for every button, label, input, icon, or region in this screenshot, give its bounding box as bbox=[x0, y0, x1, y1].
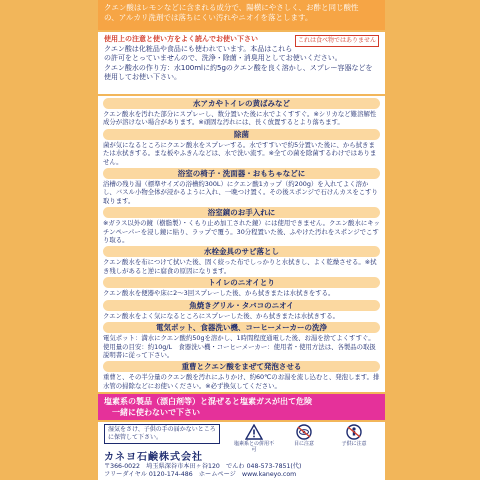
child-icon bbox=[345, 424, 363, 440]
company-address: 〒366-0022 埼玉県深谷市本田ヶ谷120 でんわ 048-573-7851(代) bbox=[104, 462, 302, 470]
icon-label: 目に注意 bbox=[293, 441, 314, 447]
section-text: クエン酸水を布につけて拭いた後、固く絞った布でしっかりと水拭きし、よく乾燥させる。※拭き残しがあると逆に腐食の原因になります。 bbox=[103, 258, 377, 275]
section-text: 電気ポット：満水にクエン酸約50gを溶かし、1時間程度通電した後、お湯を捨てよくすすぐ。使用量の目安：約10g/L 食器洗い機・コーヒーメーカー：使用者・使用方法は、各製品の取扱説明書に従って下さい。 bbox=[103, 334, 376, 359]
storage-note: 湿気をさけ、子供の手の届かないところに保管して下さい。 bbox=[104, 424, 220, 444]
section bbox=[103, 300, 380, 320]
danger-line-2: 一緒に使わないで下さい bbox=[104, 408, 200, 417]
section-text: 重曹と、その半分量のクエン酸を汚れにふりかけ、約60℃のお湯を流し込むと、発泡します。排水管の掃除などにお使いください。※必ず換気してください。 bbox=[103, 373, 380, 390]
section-text: 浴槽の残り湯（標準サイズの浴槽約300L）にクエン酸1カップ（約200g）を入れてよく溶かし、バスル小物全体が浸かるように入れ、一晩つけ置く。その後スポンジで石けんカスをこすり取ります。 bbox=[103, 180, 378, 205]
section bbox=[103, 277, 380, 297]
section-text: ※ガラス以外の鏡（樹脂製）・くもり止め加工された鏡）には使用できません。クエン酸水にキッチンペーパーを浸し鏡に貼り、ラップで覆う。30分程置いた後、ふやけた汚れをスポンジでこすり取る。 bbox=[103, 219, 380, 245]
intro-line-2: の、アルカリ洗剤では落ちにくい汚れやニオイを落とします。 bbox=[104, 13, 313, 22]
chlorine-danger-banner bbox=[98, 394, 385, 420]
not-food-tag: これは食べ物ではありません bbox=[295, 35, 379, 47]
section-title: 水栓金具のサビ落とし bbox=[103, 246, 380, 257]
eye-icon bbox=[295, 424, 313, 440]
icon-label: 子供に注意 bbox=[341, 441, 367, 447]
section-title: 除菌 bbox=[103, 129, 380, 140]
section bbox=[103, 361, 380, 390]
section-title: 水アカやトイレの黄ばみなど bbox=[103, 98, 380, 109]
notice-box bbox=[98, 32, 385, 94]
intro-box bbox=[98, 0, 385, 30]
section bbox=[103, 207, 380, 244]
section-text: クエン酸水を便器や床に2～3回スプレーした後、から拭きまたは水拭きをする。 bbox=[103, 289, 335, 298]
notice-line-2: クエン酸水の作り方：水100mlに約5gのクエン酸を良く溶かし、スプレー容器などを使用してお使い下さい。 bbox=[104, 63, 373, 81]
section-text: クエン酸水を汚れた部分にスプレーし、数分置いた後に水でよくすすぐ。※シリカなど難溶解性成分が溶けない場合があります。※頑固な汚れには、長く放置するとより落ちます。 bbox=[103, 110, 377, 127]
notice-heading: 使用上の注意と使い方をよく読んでお使い下さい bbox=[104, 35, 258, 43]
company-contact: フリーダイヤル 0120-174-486 ホームページ www.kaneyo.com bbox=[104, 470, 297, 478]
warning-icon bbox=[245, 424, 263, 440]
section bbox=[103, 168, 380, 205]
intro-line-1: クエン酸はレモンなどに含まれる成分で、陽横にやさしく、お酢と同じ酸性 bbox=[104, 3, 359, 12]
section-text: クエン酸水をよく気になるところにスプレーした後、から拭きまたは水拭きする。 bbox=[103, 311, 340, 320]
section-title: 魚焼きグリル・タバコのニオイ bbox=[103, 300, 380, 311]
section-title: 重曹とクエン酸をまぜて発泡させる bbox=[103, 361, 380, 372]
notice-line-1: クエン酸は化粧品や食品にも使われています。本品はこれらの許可をとっていませんので、洗浄・除菌・消臭用としてお使いください。 bbox=[104, 44, 342, 62]
section-title: 浴室鏡のお手入れに bbox=[103, 207, 380, 218]
section-title: 電気ポット、食器洗い機、コーヒーメーカーの洗浄 bbox=[103, 322, 380, 333]
usage-sections bbox=[98, 96, 385, 392]
section bbox=[103, 129, 380, 166]
section bbox=[103, 246, 380, 275]
footer bbox=[98, 422, 385, 480]
section bbox=[103, 322, 380, 359]
icon-label: 塩素系との併用不可 bbox=[234, 441, 275, 453]
danger-line-1: 塩素系の製品（漂白剤等）と混ぜると塩素ガスが出て危険 bbox=[104, 397, 312, 406]
company-name: カネヨ石鹸株式会社 bbox=[104, 452, 203, 463]
section bbox=[103, 98, 380, 127]
section-title: 浴室の椅子・洗面器・おもちゃなどに bbox=[103, 168, 380, 179]
section-title: トイレのニオイとり bbox=[103, 277, 380, 288]
section-text: 菌が気になるところにクエン酸水をスプレーする。水ですすいで約5分置いた後に、から拭きまたは水拭きする。まな板やふきんなどは、水で洗い流す。※全ての菌を除菌するわけではありません。 bbox=[103, 140, 377, 166]
caution-icons bbox=[234, 424, 374, 453]
